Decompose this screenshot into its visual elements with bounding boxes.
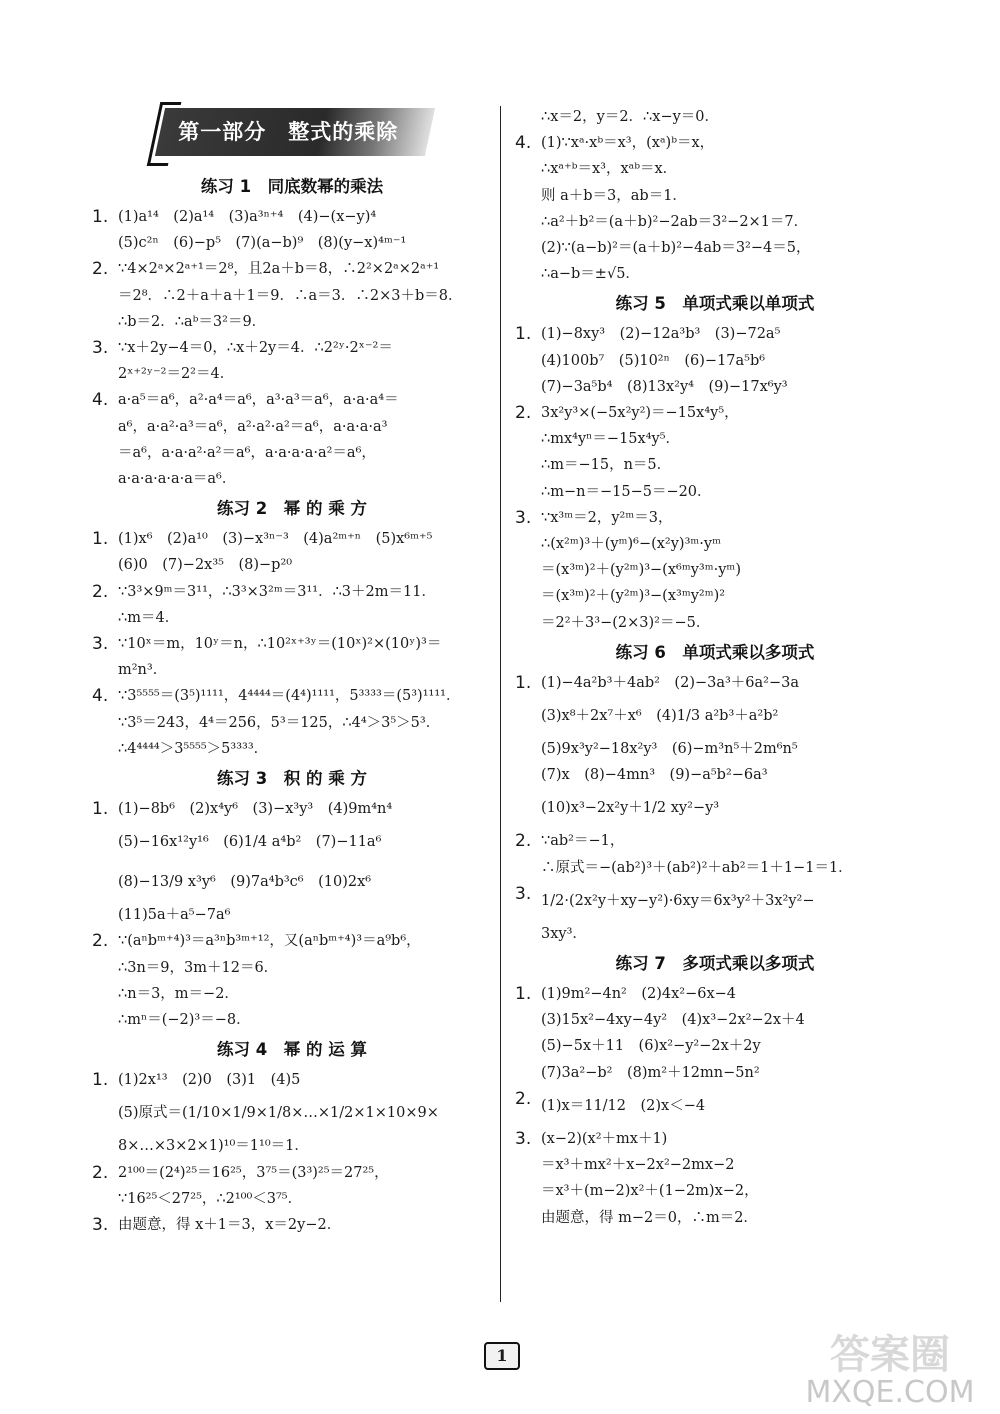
answer-line: (x−2)(x²＋mx＋1) bbox=[541, 1130, 668, 1147]
item-body bbox=[118, 335, 492, 387]
item-body bbox=[118, 387, 492, 492]
answer-item bbox=[515, 828, 915, 880]
answer-item bbox=[92, 1212, 492, 1238]
answer-line: ∴m−n＝−15−5＝−20． bbox=[541, 483, 712, 500]
answer-line: ∴xᵃ⁺ᵇ＝x³，xᵃᵇ＝x． bbox=[541, 161, 678, 178]
watermark-logo bbox=[790, 1320, 990, 1410]
answer-line: (7)x (8)−4mn³ (9)−a⁵b²−6a³ bbox=[541, 767, 768, 784]
answer-line: ∴mx⁴yⁿ＝−15x⁴y⁵． bbox=[541, 431, 681, 448]
answer-item bbox=[92, 1160, 492, 1212]
answer-line: (5)−16x¹²y¹⁶ (6)1/4 a⁴b² (7)−11a⁶ bbox=[118, 834, 382, 851]
answer-line: ＝x³＋mx²＋x−2x²−2mx−2 bbox=[541, 1157, 735, 1174]
answer-line: (1)x＝11/12 (2)x＜−4 bbox=[541, 1097, 706, 1114]
answer-line: 2¹⁰⁰＝(2⁴)²⁵＝16²⁵，3⁷⁵＝(3³)²⁵＝27²⁵， bbox=[118, 1164, 389, 1181]
answer-line: ∵3⁵⁵⁵⁵＝(3⁵)¹¹¹¹，4⁴⁴⁴⁴＝(4⁴)¹¹¹¹，5³³³³＝(5³)¹¹¹¹． bbox=[118, 688, 461, 705]
answer-line: (7)−3a⁵b⁴ (8)13x²y⁴ (9)−17x⁶y³ bbox=[541, 378, 788, 395]
exercise-heading: 练习 6 单项式乘以多项式 bbox=[615, 642, 815, 662]
answer-line: (7)3a²−b² (8)m²＋12mn−5n² bbox=[541, 1064, 760, 1081]
answer-line: ∵(aⁿbᵐ⁺⁴)³＝a³ⁿb³ᵐ⁺¹²，又(aⁿbᵐ⁺⁴)³＝a⁹b⁶， bbox=[118, 933, 421, 950]
answer-item bbox=[515, 321, 915, 400]
answer-line: 由题意，得 x＋1＝3，x＝2y−2． bbox=[118, 1217, 342, 1234]
answer-line: ∴x＝2，y＝2．∴x−y＝0． bbox=[541, 109, 720, 125]
answer-line: 3x²y³×(−5x²y²)＝−15x⁴y⁵， bbox=[541, 405, 739, 422]
right-sections bbox=[515, 130, 915, 1231]
answer-item bbox=[92, 579, 492, 631]
answer-line: (1)a¹⁴ (2)a¹⁴ (3)a³ⁿ⁺⁴ (4)−(x−y)⁴ bbox=[118, 209, 377, 225]
item-body bbox=[541, 130, 915, 287]
answer-line: ∴m＝−15，n＝5． bbox=[541, 457, 672, 474]
answer-line: ∴3n＝9，3m＋12＝6． bbox=[118, 959, 279, 976]
answer-item bbox=[92, 683, 492, 762]
answer-item bbox=[515, 104, 915, 130]
answer-line: 则 a＋b＝3，ab＝1． bbox=[541, 187, 687, 204]
answer-line: ＝(x³ᵐ)²＋(y²ᵐ)³−(x⁶ᵐy³ᵐ·yᵐ) bbox=[541, 562, 741, 579]
item-body bbox=[118, 256, 492, 335]
answer-item bbox=[92, 387, 492, 492]
answer-line: (5)原式＝(1/10×1/9×1/8×…×1/2×1×10×9× bbox=[118, 1105, 439, 1122]
item-body bbox=[541, 881, 915, 947]
item-number: 4. bbox=[515, 133, 532, 154]
page-number: 1 bbox=[484, 1342, 520, 1370]
item-number: 1. bbox=[92, 529, 109, 550]
item-number: 1. bbox=[515, 324, 532, 345]
answer-item bbox=[515, 1126, 915, 1231]
item-number: 4. bbox=[92, 390, 109, 411]
item-number: 3. bbox=[92, 1215, 109, 1236]
answer-line: (1)−8b⁶ (2)x⁴y⁶ (3)−x³y³ (4)9m⁴n⁴ bbox=[118, 801, 393, 818]
answer-item bbox=[92, 631, 492, 683]
item-number: 2. bbox=[92, 931, 109, 952]
item-body bbox=[118, 1212, 492, 1238]
exercise-heading: 练习 3 积 的 乘 方 bbox=[217, 769, 367, 789]
item-body bbox=[118, 1067, 492, 1159]
answer-line: ∵ab²＝−1， bbox=[541, 833, 625, 850]
answer-line: ∴mⁿ＝(−2)³＝−8． bbox=[118, 1012, 251, 1029]
item-number: 2. bbox=[92, 1162, 109, 1183]
watermark-text: MXQE.COM bbox=[805, 1375, 975, 1410]
answer-line: ＝(x³ᵐ)²＋(y²ᵐ)³−(x³ᵐy²ᵐ)² bbox=[541, 588, 726, 605]
answer-line: (11)5a＋a⁵−7a⁶ bbox=[118, 907, 231, 924]
item-body bbox=[541, 400, 915, 505]
answer-item bbox=[515, 130, 915, 287]
item-body bbox=[541, 1086, 915, 1126]
answer-item bbox=[515, 400, 915, 505]
answer-line: ∴n＝3，m＝−2． bbox=[118, 985, 239, 1002]
exercise-heading: 练习 7 多项式乘以多项式 bbox=[615, 954, 815, 974]
item-number: 4. bbox=[92, 686, 109, 707]
answer-line: ∵x＋2y−4＝0，∴x＋2y＝4．∴2²ʸ·2ˣ⁻²＝ bbox=[118, 340, 393, 357]
answer-line: (10)x³−2x²y＋1/2 xy²−y³ bbox=[541, 800, 720, 817]
part-banner bbox=[155, 108, 435, 156]
answer-item bbox=[515, 670, 915, 829]
answer-line: ∵16²⁵＜27²⁵，∴2¹⁰⁰＜3⁷⁵． bbox=[118, 1190, 303, 1207]
item-body bbox=[118, 796, 492, 928]
answer-line: ∵3³×9ᵐ＝3¹¹，∴3³×3²ᵐ＝3¹¹．∴3＋2m＝11． bbox=[118, 583, 436, 600]
answer-item bbox=[92, 526, 492, 578]
answer-line: ∵4×2ᵃ×2ᵃ⁺¹＝2⁸，且2a＋b＝8，∴2²×2ᵃ×2ᵃ⁺¹ bbox=[118, 261, 440, 278]
item-number: 3. bbox=[515, 883, 532, 904]
right-column bbox=[515, 104, 915, 1231]
answer-line: (1)−4a²b³＋4ab² (2)−3a³＋6a²−3a bbox=[541, 674, 800, 691]
exercise-heading: 练习 1 同底数幂的乘法 bbox=[200, 177, 384, 196]
left-sections bbox=[92, 170, 492, 1238]
item-number: 3. bbox=[92, 634, 109, 655]
item-body bbox=[541, 670, 915, 829]
item-body bbox=[118, 1160, 492, 1212]
left-column bbox=[92, 108, 492, 1238]
answer-line: ＝a⁶，a·a·a²·a²＝a⁶，a·a·a·a·a²＝a⁶， bbox=[118, 444, 376, 461]
answer-line: (3)15x²−4xy−4y² (4)x³−2x²−2x＋4 bbox=[541, 1012, 805, 1029]
answer-line: ∴m＝4． bbox=[118, 609, 180, 626]
item-number: 2. bbox=[515, 831, 532, 852]
answer-line: (1)−8xy³ (2)−12a³b³ (3)−72a⁵ bbox=[541, 326, 781, 343]
answer-line: 2ˣ⁺²ʸ⁻²＝2²＝4． bbox=[118, 366, 235, 383]
item-number: 2. bbox=[92, 581, 109, 602]
item-body bbox=[118, 579, 492, 631]
answer-line: (5)c²ⁿ (6)−p⁵ (7)(a−b)⁹ (8)(y−x)⁴ᵐ⁻¹ bbox=[118, 235, 407, 252]
answer-line: a·a⁵＝a⁶，a²·a⁴＝a⁶，a³·a³＝a⁶，a·a·a⁴＝ bbox=[118, 392, 399, 409]
answer-item bbox=[515, 1086, 915, 1126]
answer-line: (6)0 (7)−2x³⁵ (8)−p²⁰ bbox=[118, 557, 293, 574]
answer-line: ∴b＝2．∴aᵇ＝3²＝9． bbox=[118, 313, 267, 330]
item-number: 2. bbox=[515, 403, 532, 424]
answer-line: ∴(x²ᵐ)³＋(yᵐ)⁶−(x²y)³ᵐ·yᵐ bbox=[541, 536, 721, 553]
answer-line: 1/2·(2x²y＋xy−y²)·6xy＝6x³y²＋3x²y²− bbox=[541, 892, 815, 909]
item-number: 2. bbox=[515, 1088, 532, 1109]
item-body bbox=[118, 683, 492, 762]
answer-item bbox=[92, 256, 492, 335]
part-title: 第一部分 整式的乘除 bbox=[178, 120, 399, 144]
answer-line: ∴a²＋b²＝(a＋b)²−2ab＝3²−2×1＝7． bbox=[541, 213, 809, 230]
answer-line: (5)9x³y²−18x²y³ (6)−m³n⁵＋2m⁶n⁵ bbox=[541, 741, 798, 758]
answer-line: (3)x⁸＋2x⁷＋x⁶ (4)1/3 a²b³＋a²b² bbox=[541, 708, 779, 725]
item-body bbox=[541, 321, 915, 400]
answer-line: ∵3⁵＝243，4⁴＝256，5³＝125，∴4⁴＞3⁵＞5³． bbox=[118, 714, 441, 731]
right-continuation bbox=[515, 104, 915, 130]
answer-line: (1)∵xᵃ·xᵇ＝x³，(xᵃ)ᵇ＝x， bbox=[541, 135, 715, 152]
exercise-heading: 练习 5 单项式乘以单项式 bbox=[615, 294, 815, 314]
item-body bbox=[118, 631, 492, 683]
item-number: 2. bbox=[92, 259, 109, 280]
item-body bbox=[541, 1126, 915, 1231]
answer-line: ∵x³ᵐ＝2，y²ᵐ＝3， bbox=[541, 509, 673, 526]
answer-line: (8)−13/9 x³y⁶ (9)7a⁴b³c⁶ (10)2x⁶ bbox=[118, 874, 372, 891]
item-number: 1. bbox=[92, 207, 109, 227]
item-body bbox=[541, 828, 915, 880]
answer-item bbox=[92, 335, 492, 387]
answer-line: (4)100b⁷ (5)10²ⁿ (6)−17a⁵b⁶ bbox=[541, 352, 766, 369]
answer-line: a⁶，a·a²·a³＝a⁶，a²·a²·a²＝a⁶，a·a·a·a³ bbox=[118, 418, 388, 435]
item-number: 3. bbox=[515, 1128, 532, 1149]
column-divider bbox=[500, 106, 501, 1302]
item-number: 3. bbox=[515, 507, 532, 528]
answer-item bbox=[92, 796, 492, 928]
svg-text:答案圈: 答案圈 bbox=[830, 1332, 950, 1378]
answer-line: 3xy³． bbox=[541, 925, 587, 942]
item-body bbox=[118, 204, 492, 256]
answer-item bbox=[515, 981, 915, 1086]
item-number: 1. bbox=[92, 1070, 109, 1091]
item-number: 1. bbox=[92, 799, 109, 820]
answer-line: ∴4⁴⁴⁴⁴＞3⁵⁵⁵⁵＞5³³³³． bbox=[118, 740, 269, 757]
answer-line: m²n³． bbox=[118, 662, 168, 679]
answer-line: 8×…×3×2×1)¹⁰＝1¹⁰＝1． bbox=[118, 1138, 309, 1155]
item-body bbox=[541, 505, 915, 636]
item-number: 3. bbox=[92, 338, 109, 359]
exercise-heading: 练习 2 幂 的 乘 方 bbox=[217, 499, 367, 519]
banner-bracket bbox=[147, 102, 182, 166]
answer-item bbox=[515, 881, 915, 947]
item-number: 1. bbox=[515, 984, 532, 1005]
answer-line: (1)x⁶ (2)a¹⁰ (3)−x³ⁿ⁻³ (4)a²ᵐ⁺ⁿ (5)x⁶ᵐ⁺⁵ bbox=[118, 531, 433, 548]
answer-line: (5)−5x＋11 (6)x²−y²−2x＋2y bbox=[541, 1038, 761, 1055]
answer-line: ＝2²＋3³−(2×3)²＝−5． bbox=[541, 614, 711, 631]
answer-item bbox=[92, 204, 492, 256]
answer-line: (1)9m²−4n² (2)4x²−6x−4 bbox=[541, 986, 737, 1003]
answer-line: (2)∵(a−b)²＝(a＋b)²−4ab＝3²−4＝5， bbox=[541, 240, 811, 257]
answer-item bbox=[515, 505, 915, 636]
answer-line: a·a·a·a·a·a＝a⁶． bbox=[118, 471, 237, 488]
answer-line: (1)2x¹³ (2)0 (3)1 (4)5 bbox=[118, 1072, 301, 1089]
item-body bbox=[118, 928, 492, 1033]
answer-line: ＝x³＋(m−2)x²＋(1−2m)x−2， bbox=[541, 1183, 759, 1200]
answer-line: 由题意，得 m−2＝0，∴m＝2． bbox=[541, 1209, 758, 1226]
exercise-heading: 练习 4 幂 的 运 算 bbox=[217, 1040, 367, 1060]
item-number: 1. bbox=[515, 672, 532, 693]
answer-item bbox=[92, 1067, 492, 1159]
item-body bbox=[541, 981, 915, 1086]
answer-item bbox=[92, 928, 492, 1033]
item-body bbox=[118, 526, 492, 578]
answer-line: ＝2⁸．∴2＋a＋a＋1＝9．∴a＝3．∴2×3＋b＝8． bbox=[118, 287, 463, 304]
answer-line: ∴原式＝−(ab²)³＋(ab²)²＋ab²＝1＋1−1＝1． bbox=[541, 859, 853, 876]
answer-line: ∵10ˣ＝m，10ʸ＝n，∴10²ˣ⁺³ʸ＝(10ˣ)²×(10ʸ)³＝ bbox=[118, 636, 442, 653]
answer-line: ∴a−b＝±√5． bbox=[541, 266, 640, 283]
